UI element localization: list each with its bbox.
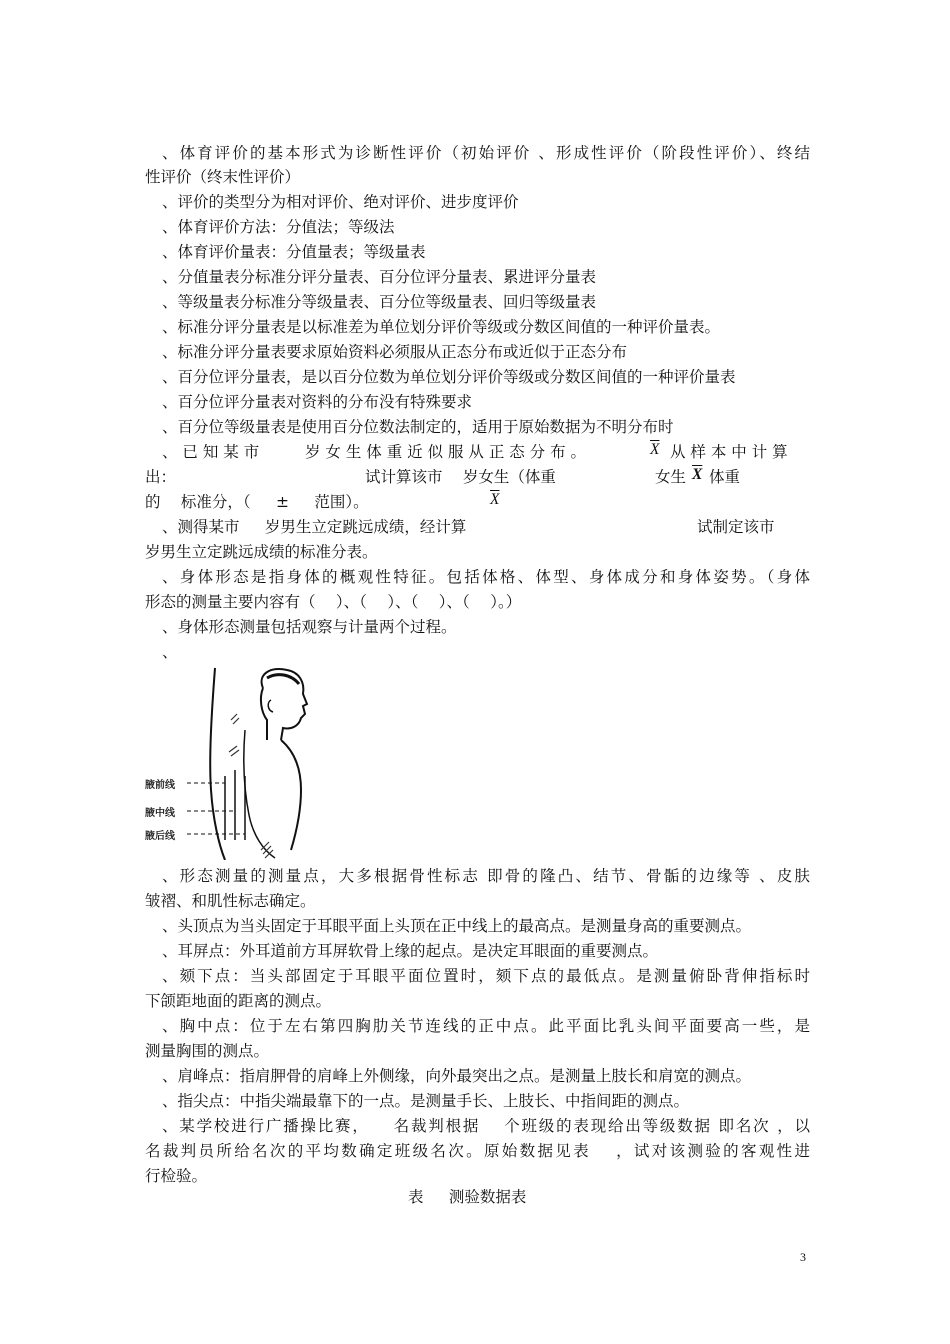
text-line: 皱褶、和肌性标志确定。 — [145, 892, 316, 910]
text-line: 行检验。 — [145, 1167, 208, 1185]
text-line: 测量胸围的测点。 — [145, 1042, 270, 1060]
text-line: 、肩峰点：指肩胛骨的肩峰上外侧缘，向外最突出之点。是测量上肢长和肩宽的测点。 — [162, 1067, 752, 1085]
x-bar-symbol: $\overline{X}$ — [490, 491, 500, 508]
text-line: 形态的测量主要内容有（ ）、（ ）、（ ）、（ ）。） — [145, 593, 522, 611]
text-line: 下颌距地面的距离的测点。 — [145, 992, 332, 1010]
question-text: 女生 — [655, 468, 687, 486]
text-line: 、百分位等级量表是使用百分位数法制定的，适用于原始数据为不明分布时 — [162, 418, 674, 436]
question-text: 从 样 本 中 计 算 — [670, 443, 788, 461]
text-line: 、头顶点为当头固定于耳眼平面上头顶在正中线上的最高点。是测量身高的重要测点。 — [162, 917, 752, 935]
text-line: 、百分位评分量表，是以百分位数为单位划分评价等级或分数区间值的一种评价量表 — [162, 368, 736, 386]
question-text: 岁男生立定跳远成绩的标准分表。 — [145, 543, 378, 561]
question-text: 、测得某市 岁男生立定跳远成绩，经计算 — [162, 518, 467, 536]
question-text: 的 标准分，（ ± 范围）。 — [145, 493, 369, 511]
text-line: 、耳屏点：外耳道前方耳屏软骨上缘的起点。是决定耳眼面的重要测点。 — [162, 942, 659, 960]
body-figure — [145, 660, 335, 860]
text-line: 、身体形态是指身体的概观性特征。包括体格、体型、身体成分和身体姿势。（身体 — [162, 568, 810, 586]
text-line: 、体育评价的基本形式为诊断性评价（初始评价 、形成性评价（阶段性评价）、终结 — [162, 144, 810, 162]
text-line: 、标准分评分量表是以标准差为单位划分评价等级或分数区间值的一种评价量表。 — [162, 318, 721, 336]
question-text: 试制定该市 — [697, 518, 775, 536]
text-line: 、某学校进行广播操比赛， 名裁判根据 个班级的表现给出等级数据 即名次 ，以 — [162, 1117, 810, 1135]
text-line: 名裁判员所给名次的平均数确定班级名次。原始数据见表 ，试对该测验的客观性进 — [145, 1142, 810, 1160]
text-line: 、体育评价量表：分值量表；等级量表 — [162, 243, 426, 261]
table-caption: 表 测验数据表 — [408, 1188, 527, 1206]
figure-label: 腋中线 — [145, 808, 175, 819]
figure-label: 腋前线 — [145, 780, 175, 791]
question-text: 、 已 知 某 市 岁 女 生 体 重 近 似 服 从 正 态 分 布 。 — [162, 443, 587, 461]
text-line: 、评价的类型分为相对评价、绝对评价、进步度评价 — [162, 193, 519, 211]
x-bar-symbol: $\overline{X}$ — [650, 441, 660, 458]
text-line: 、标准分评分量表要求原始资料必须服从正态分布或近似于正态分布 — [162, 343, 628, 361]
text-line: 、 — [162, 643, 178, 661]
question-text: 出： — [145, 468, 177, 486]
text-line: 、胸中点：位于左右第四胸肋关节连线的正中点。此平面比乳头间平面要高一些，是 — [162, 1017, 810, 1035]
question-text: 试计算该市 岁女生（体重 — [365, 468, 556, 486]
page-number: 3 — [800, 1250, 806, 1264]
text-line: 、形态测量的测量点，大多根据骨性标志 即骨的隆凸、结节、骨骺的边缘等 、皮肤 — [162, 867, 810, 885]
x-bar-symbol: $\overline{X}$ — [692, 466, 703, 483]
text-line: 、颏下点：当头部固定于耳眼平面位置时，颏下点的最低点。是测量俯卧背伸指标时 — [162, 967, 810, 985]
text-line: 、等级量表分标准分等级量表、百分位等级量表、回归等级量表 — [162, 293, 597, 311]
text-line: 性评价（终末性评价） — [145, 168, 301, 186]
text-line: 、分值量表分标准分评分量表、百分位评分量表、累进评分量表 — [162, 268, 597, 286]
text-line: 、体育评价方法：分值法；等级法 — [162, 218, 395, 236]
text-line: 、身体形态测量包括观察与计量两个过程。 — [162, 618, 457, 636]
figure-label: 腋后线 — [145, 831, 175, 842]
question-text: 体重 — [709, 468, 741, 486]
text-line: 、百分位评分量表对资料的分布没有特殊要求 — [162, 393, 473, 411]
text-line: 、指尖点：中指尖端最靠下的一点。是测量手长、上肢长、中指间距的测点。 — [162, 1092, 690, 1110]
